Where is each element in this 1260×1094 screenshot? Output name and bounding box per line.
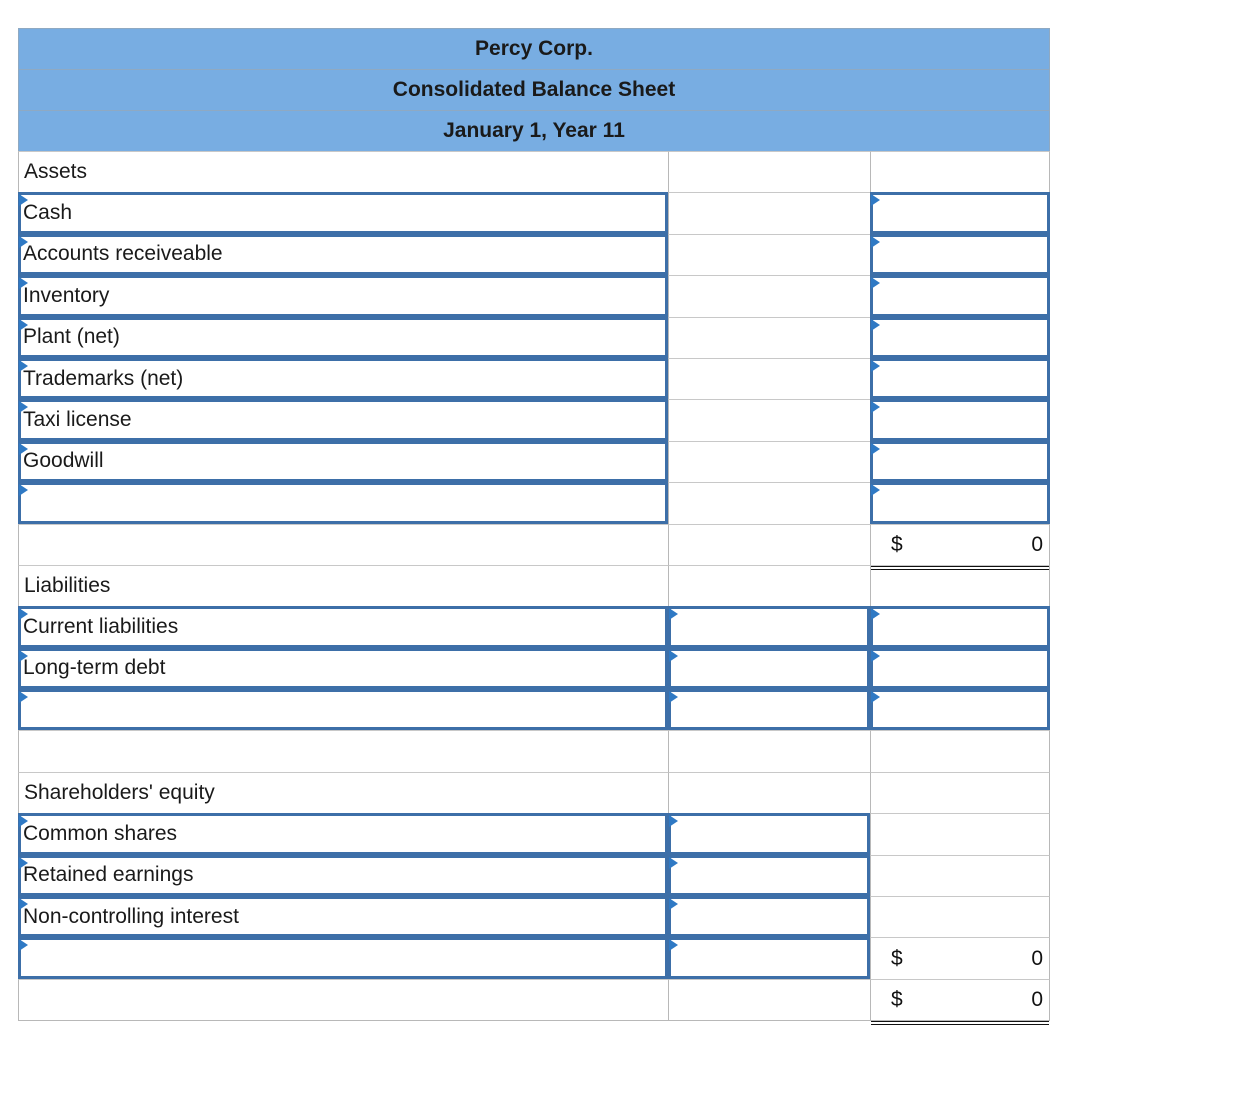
asset-name-input[interactable]: Goodwill — [18, 441, 668, 482]
liability-name-input[interactable] — [18, 689, 668, 730]
asset-amount-input[interactable] — [870, 192, 1050, 233]
table-row — [18, 813, 1050, 854]
balance-sheet — [18, 28, 1050, 1021]
table-row — [18, 855, 1050, 896]
equity-name-input[interactable] — [18, 937, 668, 978]
equity-amount-input[interactable] — [668, 937, 870, 978]
liability-name-input[interactable]: Long-term debt — [18, 648, 668, 689]
asset-amount-input[interactable] — [870, 482, 1050, 523]
liability-total-input[interactable] — [870, 689, 1050, 730]
table-row — [18, 896, 1050, 937]
asset-name-input[interactable]: Plant (net) — [18, 317, 668, 358]
company-name: Percy Corp. — [18, 28, 1050, 69]
table-row — [18, 317, 1050, 358]
total-assets-value: 0 — [1031, 532, 1043, 556]
asset-name-input[interactable]: Inventory — [18, 275, 668, 316]
liability-amount-input[interactable] — [668, 648, 870, 689]
asset-amount-input[interactable] — [870, 358, 1050, 399]
equity-name-input[interactable]: Common shares — [18, 813, 668, 854]
table-row — [18, 358, 1050, 399]
asset-name-input[interactable] — [18, 482, 668, 523]
asset-amount-input[interactable] — [870, 399, 1050, 440]
equity-heading-row — [18, 772, 1050, 813]
liability-amount-input[interactable] — [668, 606, 870, 647]
table-row — [18, 689, 1050, 730]
total-assets-currency: $ — [891, 532, 903, 556]
equity-amount-input[interactable] — [668, 896, 870, 937]
liability-total-input[interactable] — [870, 606, 1050, 647]
assets-heading-row — [18, 151, 1050, 192]
table-row — [18, 234, 1050, 275]
equity-name-input[interactable]: Non-controlling interest — [18, 896, 668, 937]
asset-name-input[interactable]: Accounts receiveable — [18, 234, 668, 275]
equity-name-input[interactable]: Retained earnings — [18, 855, 668, 896]
table-row — [18, 606, 1050, 647]
table-row — [18, 399, 1050, 440]
table-row — [18, 441, 1050, 482]
liabilities-heading-row — [18, 565, 1050, 606]
liability-total-input[interactable] — [870, 648, 1050, 689]
equity-heading: Shareholders' equity — [24, 781, 215, 805]
asset-name-input[interactable]: Cash — [18, 192, 668, 233]
blank-row — [18, 730, 1050, 771]
table-row — [18, 275, 1050, 316]
assets-heading: Assets — [24, 160, 88, 184]
statement-date: January 1, Year 11 — [18, 110, 1050, 151]
asset-name-input[interactable]: Trademarks (net) — [18, 358, 668, 399]
asset-name-input[interactable]: Taxi license — [18, 399, 668, 440]
grand-total-row — [18, 979, 1050, 1021]
asset-amount-input[interactable] — [870, 441, 1050, 482]
table-row — [18, 192, 1050, 233]
equity-amount-input[interactable] — [668, 813, 870, 854]
liability-name-input[interactable]: Current liabilities — [18, 606, 668, 647]
asset-amount-input[interactable] — [870, 317, 1050, 358]
table-row — [18, 482, 1050, 523]
statement-title: Consolidated Balance Sheet — [18, 69, 1050, 110]
table-row — [18, 937, 1050, 978]
total-equity-currency: $ — [891, 946, 903, 970]
grand-total-value: 0 — [1031, 988, 1043, 1011]
liability-amount-input[interactable] — [668, 689, 870, 730]
total-equity-value: 0 — [1031, 946, 1043, 970]
grand-total-currency: $ — [891, 988, 903, 1011]
total-assets-row — [18, 524, 1050, 565]
liabilities-heading: Liabilities — [24, 574, 111, 598]
equity-amount-input[interactable] — [668, 855, 870, 896]
asset-amount-input[interactable] — [870, 275, 1050, 316]
asset-amount-input[interactable] — [870, 234, 1050, 275]
table-row — [18, 648, 1050, 689]
